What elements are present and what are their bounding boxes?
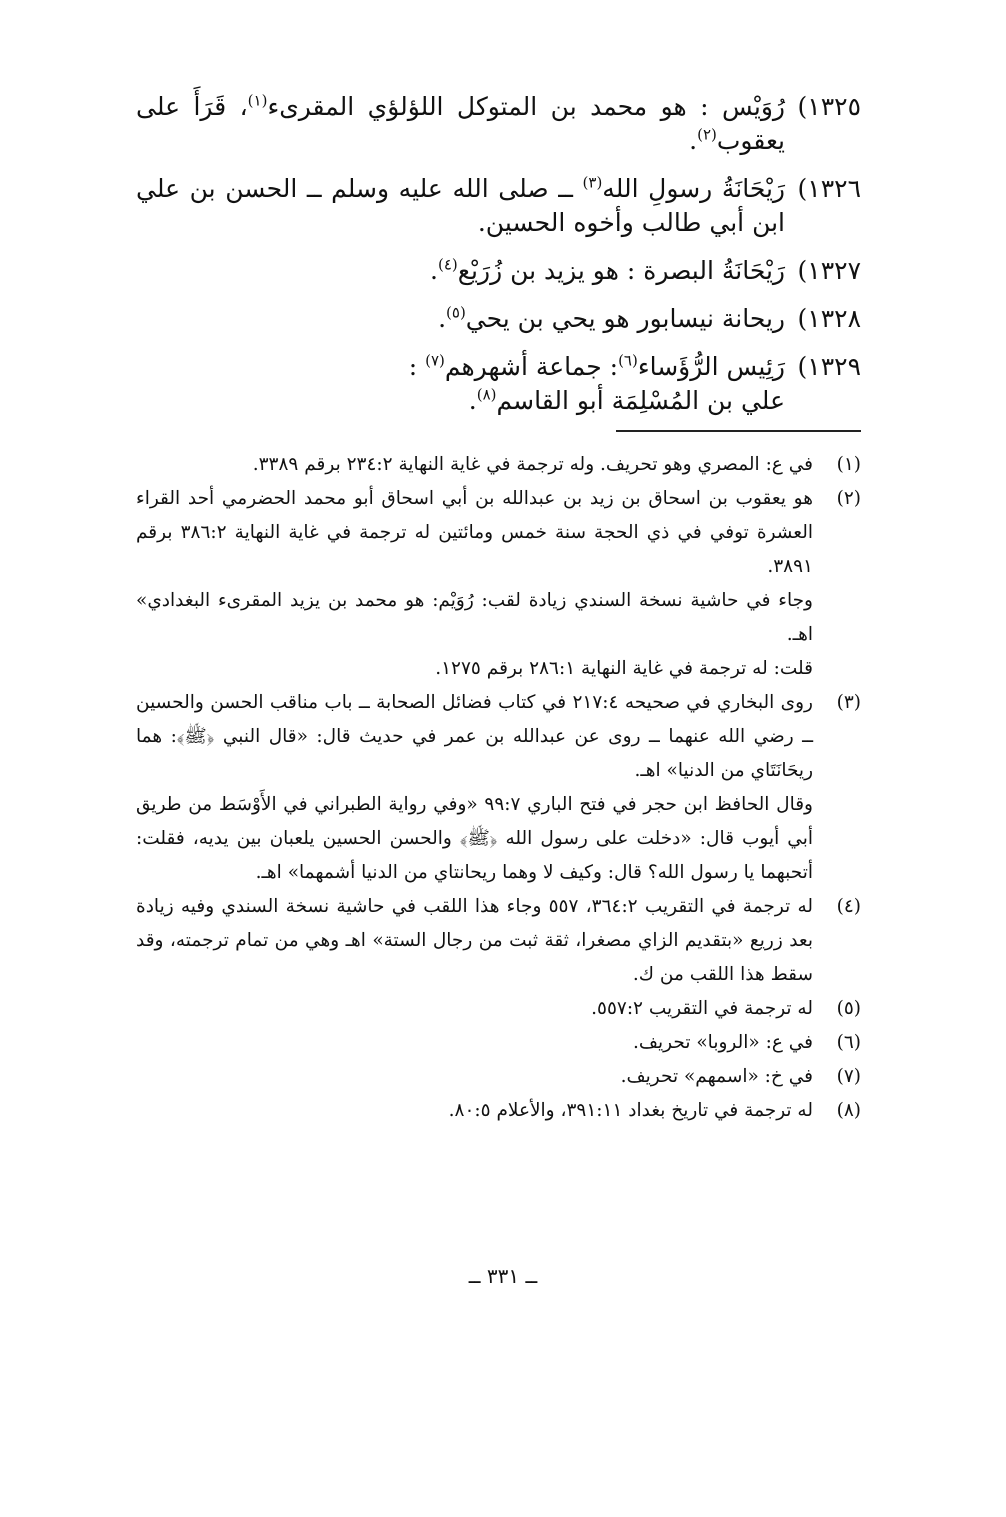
footnote-ref[interactable]: (٥) <box>446 303 466 322</box>
footnote-number: (٦) <box>836 1032 861 1053</box>
footnote-separator <box>616 430 861 432</box>
footnote-text: وقال الحافظ ابن حجر في فتح الباري ٩٩:٧ «وفي رواية الطبراني في الأَوْسَط من طريق أبي أيوب قال: «دخلت على رسول الله ﴿ﷺ﴾ والحسن الحسين يلعبان بين يديه، فقلت: أتحبهما يا رسول الله؟ قال: وكيف لا وهما ريحانتاي من الدنيا أشمهما» اهـ. <box>136 794 813 883</box>
footnote-number: (٧) <box>836 1066 861 1087</box>
footnote-3 <box>136 686 861 890</box>
entry-text: رَيْحَانَةُ البصرة : هو يزيد بن زُرَيْع$^{(٤)}$. <box>430 255 785 285</box>
footnote-2 <box>136 482 861 686</box>
footnote-number: (٣) <box>836 692 861 713</box>
entry-1329 <box>136 350 861 418</box>
footnote-1 <box>136 448 861 482</box>
footnote-ref[interactable]: (٢) <box>697 125 717 144</box>
footnote-text: روى البخاري في صحيحه ٢١٧:٤ في كتاب فضائل الصحابة ــ باب مناقب الحسن والحسين ــ رضي الله عنهما ــ روى عن عبدالله بن عمر في حديث قال: «قال النبي ﴿ﷺ﴾: هما ريحَانَتَاي من الدنيا» اهـ. <box>136 692 813 781</box>
footnote-text: في ع: المصري وهو تحريف. وله ترجمة في غاية النهاية ٢٣٤:٢ برقم ٣٣٨٩. <box>252 454 813 475</box>
entry-1325 <box>136 90 861 158</box>
footnote-ref[interactable]: (٣) <box>582 173 603 192</box>
footnote-ref[interactable]: (٤) <box>437 255 458 274</box>
footnote-text: له ترجمة في التقريب ٣٦٤:٢، ٥٥٧ وجاء هذا اللقب في حاشية نسخة السندي وفيه زيادة بعد زريع «بتقديم الزاي مصغرا، ثقة ثبت من رجال الستة» اهـ وهي من تمام ترجمته، وقد سقط هذا اللقب من ك. <box>136 896 813 985</box>
footnote-text: في ع: «الروبا» تحريف. <box>633 1032 813 1053</box>
footnote-ref[interactable]: (٨) <box>476 385 497 404</box>
footnote-5 <box>136 992 861 1026</box>
footnote-7 <box>136 1060 861 1094</box>
footnote-text: وجاء في حاشية نسخة السندي زيادة لقب: رُوَيْم: هو محمد بن يزيد المقرىء البغدادي» اهـ. <box>136 590 813 645</box>
footnote-number: (٥) <box>836 998 861 1019</box>
footnote-text: قلت: له ترجمة في غاية النهاية ٢٨٦:١ برقم ١٢٧٥. <box>435 658 813 679</box>
footnote-number: (٢) <box>836 488 861 509</box>
footnote-text: في خ: «اسمهم» تحريف. <box>620 1066 813 1087</box>
footnote-ref[interactable]: (٧) <box>425 351 445 370</box>
footnote-text: له ترجمة في التقريب ٥٥٧:٢. <box>591 998 813 1019</box>
entry-text: رُوَيْس : هو محمد بن المتوكل اللؤلؤي المقرىء$^{(١)}$، قَرَأَ على يعقوب$^{(٢)}$. <box>136 91 785 155</box>
entry-number: ١٣٢٦) <box>797 174 861 203</box>
footnote-number: (٤) <box>836 896 861 917</box>
entry-1328 <box>136 302 861 336</box>
entry-1327 <box>136 254 861 288</box>
footnote-ref[interactable]: (٦) <box>618 351 638 370</box>
entry-number: ١٣٢٩) <box>797 352 861 381</box>
entries-list <box>136 90 861 432</box>
entry-1326 <box>136 172 861 240</box>
footnote-ref[interactable]: (١) <box>247 91 268 110</box>
entry-text: رَيْحَانَةُ رسولِ الله$^{(٣)}$ ــ صلى الله عليه وسلم ــ الحسن بن علي ابن أبي طالب وأخوه الحسين. <box>136 173 786 237</box>
entry-text: رَئِيس الرُّؤَساء$^{(٦)}$: جماعة أشهرهم$^{(٧)}$ : علي بن المُسْلِمَة أبو القاسم$^{(٨)}$. <box>408 351 785 415</box>
entry-number: ١٣٢٨) <box>797 304 861 333</box>
footnote-8 <box>136 1094 861 1128</box>
entry-number: ١٣٢٥) <box>797 92 861 121</box>
footnote-text: هو يعقوب بن اسحاق بن زيد بن عبدالله بن أبي اسحاق أبو محمد الحضرمي أحد القراء العشرة توفي في ذي الحجة سنة خمس ومائتين له ترجمة في غاية النهاية ٣٨٦:٢ برقم ٣٨٩١. <box>136 488 813 577</box>
page-number: ــ ٣٣١ ــ <box>468 1264 538 1288</box>
footnote-number: (١) <box>836 454 861 475</box>
footnote-6 <box>136 1026 861 1060</box>
footnotes-list <box>136 448 861 1128</box>
footnote-number: (٨) <box>836 1100 861 1121</box>
entry-text: ريحانة نيسابور هو يحي بن يحي$^{(٥)}$. <box>438 303 785 333</box>
footnote-text: له ترجمة في تاريخ بغداد ٣٩١:١١، والأعلام ٨٠:٥. <box>448 1100 813 1121</box>
entry-number: ١٣٢٧) <box>797 256 861 285</box>
footnote-4 <box>136 890 861 992</box>
